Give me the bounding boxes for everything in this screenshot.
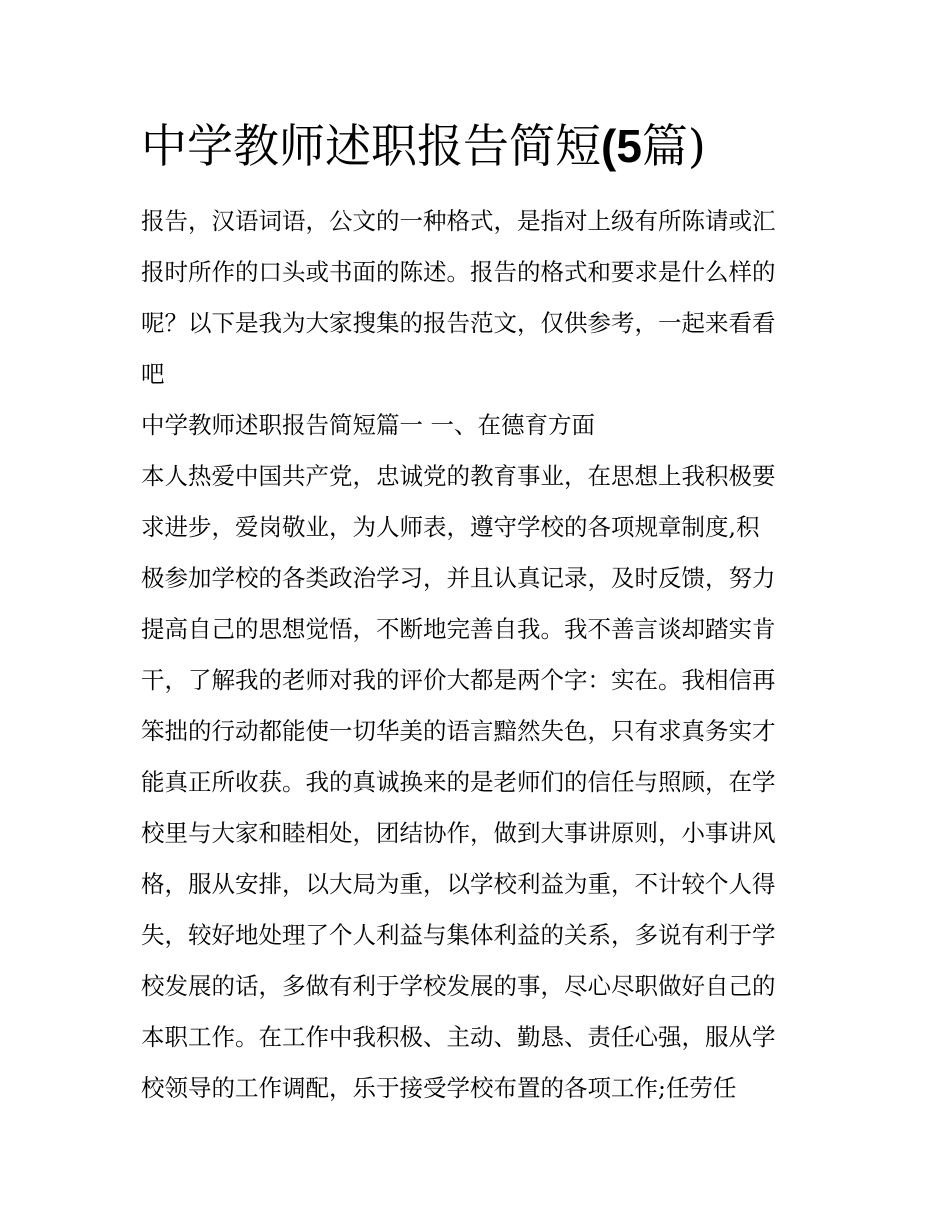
page-title — [141, 114, 706, 178]
title-main: 中学教师述职报告简短 — [141, 119, 601, 173]
body-line: 失，较好地处理了个人利益与集体利益的关系，多说有利于学 — [141, 921, 776, 949]
body-line: 格，服从安排，以大局为重，以学校利益为重，不计较个人得 — [141, 870, 776, 898]
section-heading: 中学教师述职报告简短篇一 一、在德育方面 — [141, 411, 595, 439]
body-line: 提高自己的思想觉悟，不断地完善自我。我不善言谈却踏实肯 — [141, 615, 776, 643]
body-line: 极参加学校的各类政治学习，并且认真记录，及时反馈，努力 — [141, 564, 776, 592]
body-line: 本人热爱中国共产党，忠诚党的教育事业，在思想上我积极要 — [141, 462, 776, 490]
body-line: 校领导的工作调配，乐于接受学校布置的各项工作;任劳任 — [141, 1074, 737, 1102]
title-end: 篇) — [641, 119, 706, 173]
body-line: 干，了解我的老师对我的评价大都是两个字：实在。我相信再 — [141, 666, 776, 694]
body-line: 笨拙的行动都能使一切华美的语言黯然失色，只有求真务实才 — [141, 717, 776, 745]
body-line: 校里与大家和睦相处，团结协作，做到大事讲原则，小事讲风 — [141, 819, 776, 847]
body-line: 能真正所收获。我的真诚换来的是老师们的信任与照顾，在学 — [141, 768, 776, 796]
body-line: 求进步，爱岗敬业，为人师表，遵守学校的各项规章制度,积 — [141, 513, 760, 541]
body-line: 校发展的话，多做有利于学校发展的事，尽心尽职做好自己的 — [141, 972, 776, 1000]
title-number: (5 — [601, 120, 642, 172]
body-line: 吧 — [141, 360, 165, 388]
body-line: 报时所作的口头或书面的陈述。报告的格式和要求是什么样的 — [141, 258, 776, 286]
body-line: 报告，汉语词语，公文的一种格式，是指对上级有所陈请或汇 — [141, 207, 776, 235]
body-line: 本职工作。在工作中我积极、主动、勤恳、责任心强，服从学 — [141, 1023, 776, 1051]
body-line: 呢？以下是我为大家搜集的报告范文，仅供参考，一起来看看 — [141, 309, 776, 337]
